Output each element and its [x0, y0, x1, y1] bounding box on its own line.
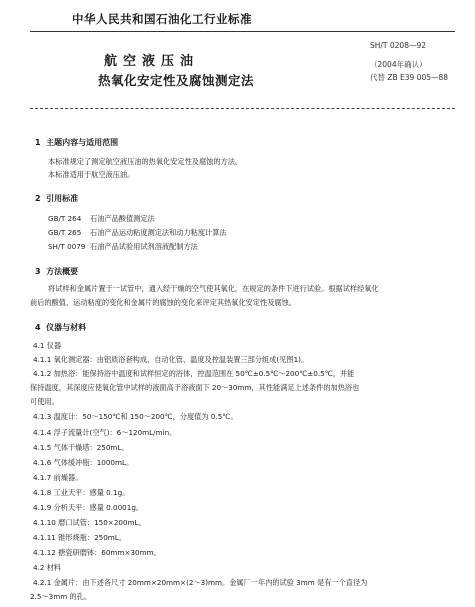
s4-line: 保持温度，其深度应使氧化管中试样的液面高于浴液面下 20～30mm，其性能满足上述条件的加热浴也	[30, 383, 360, 392]
replaces-standard: 代替 ZB E39 005—88	[370, 73, 449, 82]
s4-line: 4.2.1 金属片：由下述各尺寸 20mm×20mm×(2～3)mm。金属厂一年内的试验 3mm 是有一个直径为	[33, 578, 368, 587]
s4-line: 可使用。	[30, 397, 59, 406]
header-org: 中华人民共和国石油化工行业标准	[72, 12, 252, 26]
reconfirm-year: （2004年确认）	[370, 60, 427, 69]
section-2-heading: 2 引用标准	[35, 194, 79, 203]
title-divider	[30, 108, 455, 109]
s4-line: 4.1.3 温度计：50～150℃和 150～200℃，分度值为 0.5℃。	[33, 412, 238, 421]
s4-line: 4.1 仪器	[33, 341, 62, 350]
s4-line: 4.1.1 氧化测定器：由铝质浴套构成、自动化管、温度及控温装置三部分组成(见图1)。	[33, 355, 309, 364]
s4-line: 4.1.4 浮子流量计(空气)：6～120mL/min。	[33, 428, 177, 437]
s4-line: 4.1.10 磨口试管：150×200mL。	[33, 518, 146, 527]
title-line-2: 热氧化安定性及腐蚀测定法	[98, 73, 255, 88]
title-line-1: 航空液压油	[104, 54, 200, 69]
section-1-heading: 1 主题内容与适用范围	[35, 138, 119, 147]
standard-number: SH/T 0208—92	[370, 41, 427, 50]
section-3-heading: 3 方法概要	[35, 267, 79, 276]
s4-line: 4.1.12 搪瓷研磨钵：60mm×30mm。	[33, 548, 161, 557]
header-rule	[30, 31, 455, 32]
ref-item: GB/T 265 石油产品运动粘度测定法和动力粘度计算法	[48, 228, 227, 237]
s4-line: 4.1.6 气体缓冲瓶：1000mL。	[33, 458, 134, 467]
ref-item: SH/T 0079 石油产品试验用试剂溶液配制方法	[48, 242, 198, 251]
s4-line: 4.1.11 锥形烧瓶：250mL。	[33, 533, 126, 542]
s3-line: 前后的酸值、运动粘度的变化和金属片的腐蚀的变化来评定其热氧化安定性及腐蚀。	[30, 298, 296, 307]
s4-line: 4.1.5 气体干燥塔：250mL。	[33, 443, 129, 452]
ref-item: GB/T 264 石油产品酸值测定法	[48, 214, 155, 223]
s4-line: 2.5～3mm 的孔。	[30, 592, 92, 601]
s4-line: 4.1.2 加热浴：能保持浴中温度和试样恒定的浴体，控温范围在 50℃±0.5℃～200℃±0.5℃，并能	[33, 369, 355, 378]
s4-line: 4.1.9 分析天平：感量 0.0001g。	[33, 503, 144, 512]
s4-line: 4.2 材料	[33, 563, 62, 572]
s4-line: 4.1.7 前燥器。	[33, 473, 83, 482]
section-4-heading: 4 仪器与材料	[35, 323, 87, 332]
s4-line: 4.1.8 工业天平：感量 0.1g。	[33, 488, 130, 497]
s1-line: 本标准规定了测定航空液压油的热氧化安定性及腐蚀的方法。	[48, 157, 243, 166]
s1-line: 本标准适用于航空液压油。	[48, 170, 135, 179]
s3-line: 将试样和金属片置于一试管中，通入经干燥的空气使其氧化，在规定的条件下进行试验。根据试样经氧化	[48, 284, 379, 293]
